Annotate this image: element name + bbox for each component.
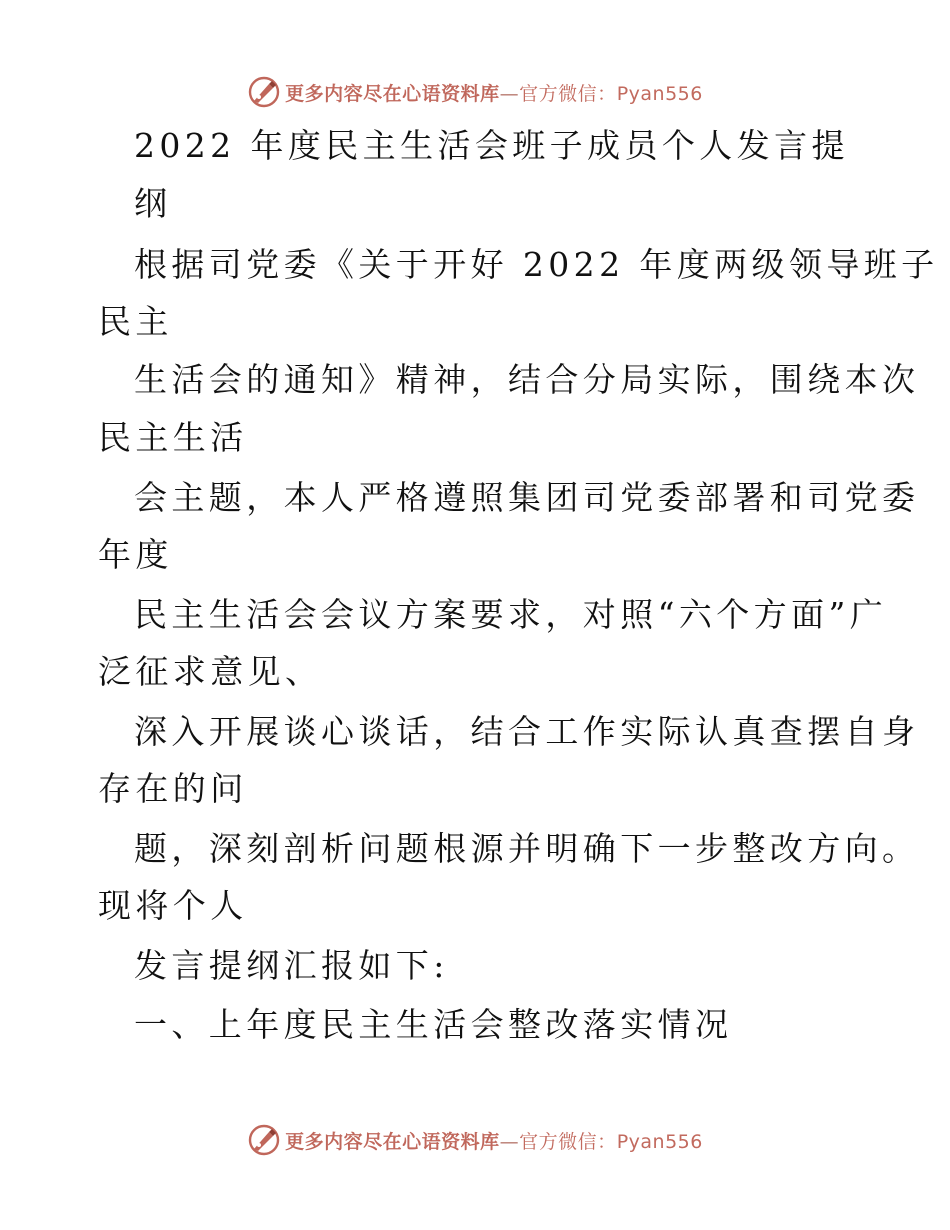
text-line-1: 2022 年度民主生活会班子成员个人发言提 (134, 126, 849, 165)
watermark-wechat-id: Pyan556 (616, 82, 703, 105)
text-line-11: 深入开展谈心谈话，结合工作实际认真查摆自身 (134, 712, 920, 751)
text-line-8: 年度 (98, 535, 173, 574)
pen-logo-icon (247, 1123, 281, 1157)
text-line-13: 题，深刻剖析问题根源并明确下一步整改方向。 (134, 829, 920, 868)
watermark-suffix: 官方微信： (519, 1130, 617, 1153)
watermark-text (285, 1127, 703, 1154)
text-line-10: 泛征求意见、 (98, 652, 323, 691)
watermark-main-text: 更多内容尽在心语资料库 (285, 1130, 500, 1153)
text-line-5: 生活会的通知》精神，结合分局实际，围绕本次 (134, 360, 920, 399)
text-line-12: 存在的问 (98, 769, 248, 808)
text-line-6: 民主生活 (98, 418, 248, 457)
text-line-14: 现将个人 (98, 886, 248, 925)
watermark-separator: — (499, 1130, 520, 1153)
watermark-wechat-id: Pyan556 (616, 1130, 703, 1153)
text-line-16: 一、上年度民主生活会整改落实情况 (134, 1005, 733, 1044)
watermark-footer (0, 1118, 950, 1162)
watermark-main-text: 更多内容尽在心语资料库 (285, 82, 500, 105)
text-line-9: 民主生活会会议方案要求，对照“六个方面”广 (134, 595, 888, 634)
text-line-2: 纲 (134, 184, 172, 223)
text-line-7: 会主题，本人严格遵照集团司党委部署和司党委 (134, 478, 920, 517)
text-line-4: 民主 (98, 302, 173, 341)
watermark-suffix: 官方微信： (519, 82, 617, 105)
text-line-15: 发言提纲汇报如下: (134, 946, 449, 985)
text-line-3: 根据司党委《关于开好 2022 年度两级领导班子 (134, 245, 939, 284)
watermark-separator: — (499, 82, 520, 105)
